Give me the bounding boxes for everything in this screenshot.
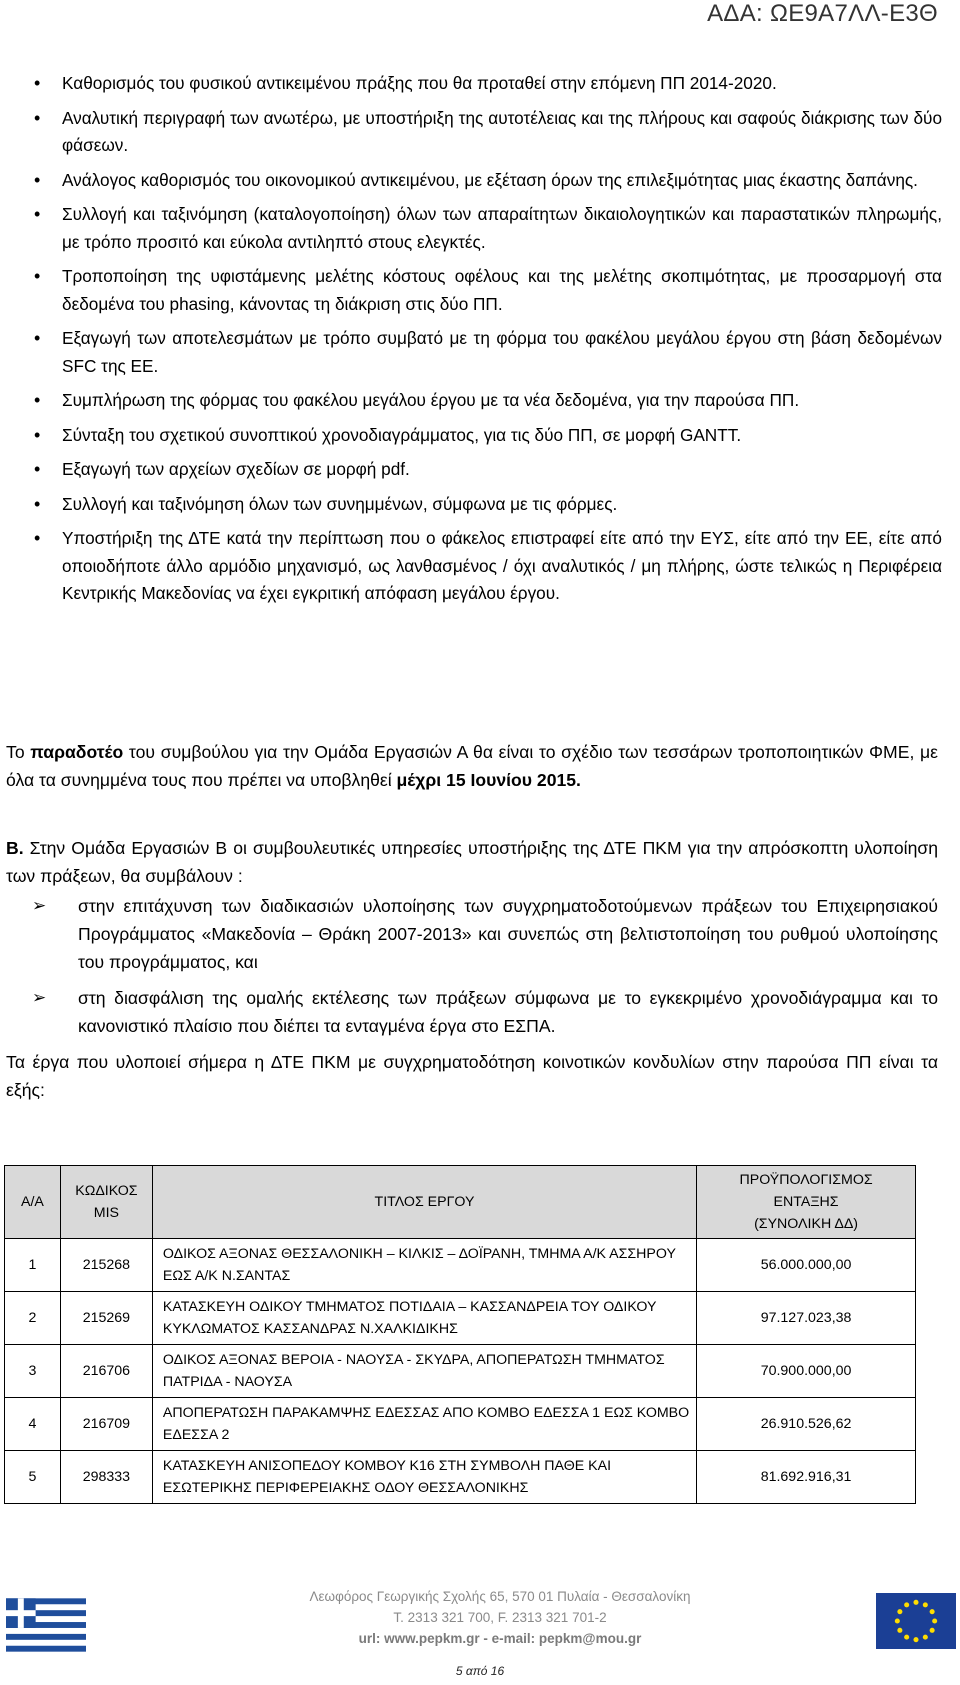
bullet-item: • Ανάλογος καθορισμός του οικονομικού αντικειμένου, με εξέταση όρων της επιλεξιμότητας μιας έκαστης δαπάνης.: [34, 167, 942, 195]
table-row: [5, 1239, 916, 1292]
deliverable-bold-1: παραδοτέο: [30, 742, 124, 762]
cell-aa: 3: [5, 1345, 61, 1398]
deliverable-deadline: μέχρι 15 Ιουνίου 2015.: [396, 770, 581, 790]
cell-title: ΚΑΤΑΣΚΕΥΗ ΑΝΙΣΟΠΕΔΟΥ ΚΟΜΒΟΥ Κ16 ΣΤΗ ΣΥΜΒΟΛΗ ΠΑΘΕ ΚΑΙ ΕΣΩΤΕΡΙΚΗΣ ΠΕΡΙΦΕΡΕΙΑΚΗΣ ΟΔΟΥ ΘΕΣΣΑΛΟΝΙΚΗΣ: [152, 1451, 696, 1504]
arrow-item-text: στη διασφάλιση της ομαλής εκτέλεσης των πράξεων σύμφωνα με το εγκεκριμένο χρονοδιάγραμμα και το κανονιστικό πλαίσιο που διέπει τα ενταγμένα έργα στο ΕΣΠΑ.: [78, 988, 938, 1036]
group-b-arrow-list: [32, 892, 938, 1048]
eu-flag-icon: [876, 1592, 956, 1650]
table-row: [5, 1292, 916, 1345]
page-number: 5 από 16: [455, 1664, 505, 1678]
cell-mis: 298333: [60, 1451, 152, 1504]
header-mis: [60, 1166, 152, 1239]
group-b-text: Στην Ομάδα Εργασιών Β οι συμβουλευτικές υπηρεσίες υποστήριξης της ΔΤΕ ΠΚΜ για την απρόσκοπτη υλοποίηση των πράξεων, θα συμβάλουν :: [6, 838, 938, 886]
arrow-item-text: στην επιτάχυνση των διαδικασιών υλοποίησης των συγχρηματοδοτούμενων πράξεων του Επιχειρησιακού Προγράμματος «Μακεδονία – Θράκη 2007-2013» και συνεπώς στη βελτιστοποίηση του ρυθμού υλοποίησης του προγράμματος, και: [78, 896, 938, 972]
arrow-bullet-icon: ➢: [32, 988, 47, 1007]
cell-mis: 215268: [60, 1239, 152, 1292]
group-b-paragraph: [6, 834, 938, 890]
bullet-item: • Συλλογή και ταξινόμηση όλων των συνημμένων, σύμφωνα με τις φόρμες.: [34, 491, 942, 519]
cell-aa: 1: [5, 1239, 61, 1292]
cell-mis: 216706: [60, 1345, 152, 1398]
footer-contact: [300, 1586, 700, 1649]
bullet-item: • Τροποποίηση της υφιστάμενης μελέτης κόστους οφέλους και της μελέτης σκοπιμότητας, με προσαρμογή στα δεδομένα του phasing, κάνοντας τη διάκριση στις δύο ΠΠ.: [34, 263, 942, 318]
arrow-item: [32, 984, 938, 1040]
cell-title: ΑΠΟΠΕΡΑΤΩΣΗ ΠΑΡΑΚΑΜΨΗΣ ΕΔΕΣΣΑΣ ΑΠΟ ΚΟΜΒΟ ΕΔΕΣΣΑ 1 ΕΩΣ ΚΟΜΒΟ ΕΔΕΣΣΑ 2: [152, 1398, 696, 1451]
bullet-item: • Αναλυτική περιγραφή των ανωτέρω, με υποστήριξη της αυτοτέλειας και της πλήρους και σαφούς διάκρισης των δύο φάσεων.: [34, 105, 942, 160]
cell-budget: 26.910.526,62: [697, 1398, 916, 1451]
bullet-item: • Συμπλήρωση της φόρμας του φακέλου μεγάλου έργου με τα νέα δεδομένα, για την παρούσα ΠΠ.: [34, 387, 942, 415]
footer-web-email: url: www.pepkm.gr - e-mail: pepkm@mou.gr: [358, 1631, 642, 1646]
table-row: [5, 1398, 916, 1451]
cell-title: ΟΔΙΚΟΣ ΑΞΟΝΑΣ ΒΕΡΟΙΑ - ΝΑΟΥΣΑ - ΣΚΥΔΡΑ, ΑΠΟΠΕΡΑΤΩΣΗ ΤΜΗΜΑΤΟΣ ΠΑΤΡΙΔΑ - ΝΑΟΥΣΑ: [152, 1345, 696, 1398]
cell-budget: 70.900.000,00: [697, 1345, 916, 1398]
footer-address: Λεωφόρος Γεωργικής Σχολής 65, 570 01 Πυλαία - Θεσσαλονίκη: [309, 1589, 691, 1604]
bullet-item: • Συλλογή και ταξινόμηση (καταλογοποίηση) όλων των απαραίτητων δικαιολογητικών και παραστατικών πληρωμής, με τρόπο προσιτό και εύκολα αντιληπτό στους ελεγκτές.: [34, 201, 942, 256]
deliverable-text-2: του συμβούλου για την Ομάδα Εργασιών Α θα είναι το σχέδιο των τεσσάρων τροποποιητικών ΦΜΕ, με όλα τα συνημμένα τους που πρέπει να υποβληθεί: [6, 742, 938, 790]
bullet-item: • Σύνταξη του σχετικού συνοπτικού χρονοδιαγράμματος, για τις δύο ΠΠ, σε μορφή GANTT.: [34, 422, 942, 450]
arrow-bullet-icon: ➢: [32, 896, 47, 915]
cell-aa: 5: [5, 1451, 61, 1504]
cell-budget: 81.692.916,31: [697, 1451, 916, 1504]
table-header-row: [5, 1166, 916, 1239]
bullet-item: • Υποστήριξη της ΔΤΕ κατά την περίπτωση που ο φάκελος επιστραφεί είτε από την ΕΥΣ, είτε από την ΕΕ, είτε από οποιοδήποτε άλλο αρμόδιο μηχανισμό, ως λανθασμένος / όχι αναλυτικός / μη πλήρης, ώστε τελικώς η Περιφέρεια Κεντρικής Μακεδονίας να έχει εγκριτική απόφαση μεγάλου έργου.: [34, 525, 942, 608]
cell-title: ΟΔΙΚΟΣ ΑΞΟΝΑΣ ΘΕΣΣΑΛΟΝΙΚΗ – ΚΙΛΚΙΣ – ΔΟΪΡΑΝΗ, ΤΜΗΜΑ Α/Κ ΑΣΣΗΡΟΥ ΕΩΣ Α/Κ Ν.ΣΑΝΤΑΣ: [152, 1239, 696, 1292]
header-budget-line2: ΕΝΤΑΞΗΣ: [773, 1194, 839, 1210]
footer-phone: Τ. 2313 321 700, F. 2313 321 701-2: [393, 1610, 607, 1625]
cell-title: ΚΑΤΑΣΚΕΥΗ ΟΔΙΚΟΥ ΤΜΗΜΑΤΟΣ ΠΟΤΙΔΑΙΑ – ΚΑΣΣΑΝΔΡΕΙΑ ΤΟΥ ΟΔΙΚΟΥ ΚΥΚΛΩΜΑΤΟΣ ΚΑΣΣΑΝΔΡΑΣ Ν.ΧΑΛΚΙΔΙΚΗΣ: [152, 1292, 696, 1345]
header-title: ΤΙΤΛΟΣ ΕΡΓΟΥ: [152, 1166, 696, 1239]
ada-code: ΑΔΑ: ΩΕ9Α7ΛΛ-Ε3Θ: [707, 0, 938, 27]
task-bullet-list: [34, 70, 942, 615]
arrow-item: [32, 892, 938, 976]
header-mis-line1: ΚΩΔΙΚΟΣ: [75, 1183, 138, 1199]
bullet-item: • Καθορισμός του φυσικού αντικειμένου πράξης που θα προταθεί στην επόμενη ΠΠ 2014-2020.: [34, 70, 942, 98]
header-budget: [697, 1166, 916, 1239]
cell-budget: 56.000.000,00: [697, 1239, 916, 1292]
header-budget-line3: (ΣΥΝΟΛΙΚΗ ΔΔ): [754, 1216, 859, 1232]
cell-aa: 4: [5, 1398, 61, 1451]
greek-flag-icon: [6, 1598, 86, 1652]
projects-table: [4, 1165, 916, 1504]
table-row: [5, 1345, 916, 1398]
header-budget-line1: ΠΡΟΫΠΟΛΟΓΙΣΜΟΣ: [739, 1172, 873, 1188]
table-row: [5, 1451, 916, 1504]
deliverable-paragraph: [6, 738, 938, 794]
cell-mis: 215269: [60, 1292, 152, 1345]
header-mis-line2: MIS: [93, 1205, 120, 1221]
cell-budget: 97.127.023,38: [697, 1292, 916, 1345]
deliverable-text-1: Το: [6, 742, 31, 762]
cell-aa: 2: [5, 1292, 61, 1345]
header-aa: Α/Α: [5, 1166, 61, 1239]
bullet-item: • Εξαγωγή των αρχείων σχεδίων σε μορφή pdf.: [34, 456, 942, 484]
group-b-label: Β.: [6, 838, 24, 858]
cell-mis: 216709: [60, 1398, 152, 1451]
bullet-item: • Εξαγωγή των αποτελεσμάτων με τρόπο συμβατό με τη φόρμα του φακέλου μεγάλου έργου στη βάση δεδομένων SFC της ΕΕ.: [34, 325, 942, 380]
table-intro-paragraph: Τα έργα που υλοποιεί σήμερα η ΔΤΕ ΠΚΜ με συγχρηματοδότηση κοινοτικών κονδυλίων στην παρούσα ΠΠ είναι τα εξής:: [6, 1052, 938, 1100]
